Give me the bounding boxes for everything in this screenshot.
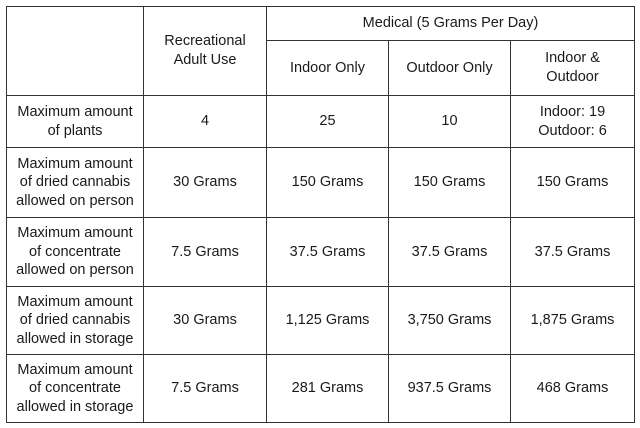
table-row [7, 287, 635, 355]
cannabis-limits-table [6, 6, 635, 423]
cell-indoor-outdoor: 150 Grams [511, 148, 635, 218]
cell-outdoor-only: 3,750 Grams [389, 287, 511, 355]
header-outdoor-only: Outdoor Only [389, 41, 511, 96]
header-recreational: Recreational Adult Use [144, 7, 267, 96]
cell-indoor-outdoor: 1,875 Grams [511, 287, 635, 355]
row-label: Maximum amount of concentrate allowed in storage [7, 355, 144, 423]
row-label: Maximum amount of plants [7, 96, 144, 148]
cell-indoor-outdoor: Indoor: 19 Outdoor: 6 [511, 96, 635, 148]
table-row [7, 148, 635, 218]
header-medical-group: Medical (5 Grams Per Day) [267, 7, 635, 41]
cell-recreational: 7.5 Grams [144, 355, 267, 423]
header-indoor-only: Indoor Only [267, 41, 389, 96]
empty-corner-cell [7, 7, 144, 96]
cell-outdoor-only: 937.5 Grams [389, 355, 511, 423]
cell-indoor-only: 25 [267, 96, 389, 148]
row-label: Maximum amount of concentrate allowed on person [7, 218, 144, 287]
cell-indoor-outdoor: 37.5 Grams [511, 218, 635, 287]
cell-indoor-only: 281 Grams [267, 355, 389, 423]
row-label: Maximum amount of dried cannabis allowed in storage [7, 287, 144, 355]
cell-outdoor-only: 10 [389, 96, 511, 148]
table-row [7, 96, 635, 148]
cell-indoor-only: 150 Grams [267, 148, 389, 218]
cell-recreational: 30 Grams [144, 148, 267, 218]
cell-recreational: 4 [144, 96, 267, 148]
cell-indoor-only: 1,125 Grams [267, 287, 389, 355]
cell-recreational: 7.5 Grams [144, 218, 267, 287]
table-row [7, 355, 635, 423]
header-row-top [7, 7, 635, 41]
table-row [7, 218, 635, 287]
cell-outdoor-only: 37.5 Grams [389, 218, 511, 287]
cell-indoor-only: 37.5 Grams [267, 218, 389, 287]
cell-indoor-outdoor: 468 Grams [511, 355, 635, 423]
header-indoor-outdoor: Indoor & Outdoor [511, 41, 635, 96]
row-label: Maximum amount of dried cannabis allowed on person [7, 148, 144, 218]
cell-outdoor-only: 150 Grams [389, 148, 511, 218]
cell-recreational: 30 Grams [144, 287, 267, 355]
